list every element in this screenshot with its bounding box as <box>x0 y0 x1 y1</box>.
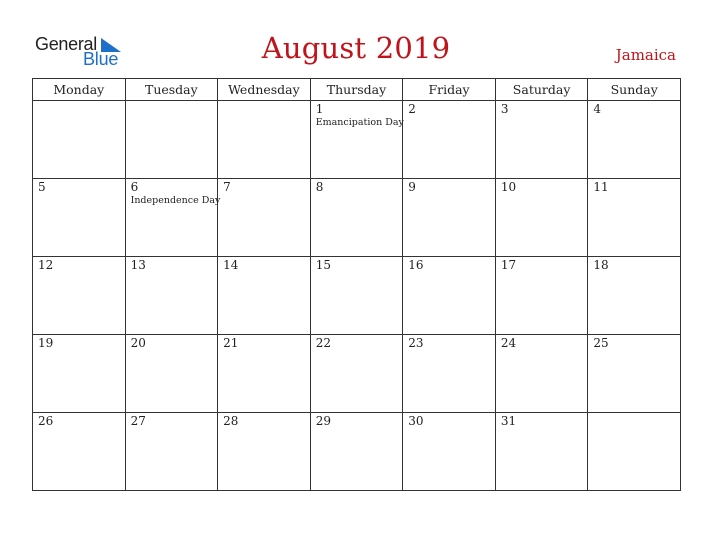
day-cell <box>495 257 588 335</box>
day-number: 18 <box>593 258 609 272</box>
day-number: 2 <box>408 102 416 116</box>
day-number: 27 <box>130 414 146 428</box>
day-number: 12 <box>38 258 54 272</box>
day-cell <box>218 335 311 413</box>
day-number: 6 <box>130 180 139 194</box>
calendar-title: August 2019 <box>261 31 451 65</box>
week-row <box>33 101 681 179</box>
weekday-header: Friday <box>403 79 496 101</box>
day-number: 21 <box>223 336 239 350</box>
day-cell <box>125 335 218 413</box>
day-number: 16 <box>408 258 424 272</box>
day-cell <box>310 101 403 179</box>
logo-word-blue: Blue <box>83 49 119 69</box>
day-cell <box>125 413 218 491</box>
day-cell <box>588 335 681 413</box>
day-number: 4 <box>593 102 602 116</box>
day-cell <box>403 101 496 179</box>
day-number: 14 <box>223 258 239 272</box>
calendar-grid <box>32 78 681 491</box>
week-row <box>33 179 681 257</box>
day-number: 23 <box>408 336 424 350</box>
week-row <box>33 257 681 335</box>
day-cell <box>33 413 126 491</box>
day-cell <box>33 335 126 413</box>
day-cell <box>33 179 126 257</box>
weekday-header: Monday <box>33 79 126 101</box>
weekday-header: Sunday <box>588 79 681 101</box>
weekday-header-row <box>33 79 681 101</box>
day-cell <box>218 101 311 179</box>
day-cell <box>403 413 496 491</box>
day-cell <box>218 257 311 335</box>
holiday-label: Independence Day <box>130 195 221 206</box>
day-cell <box>33 257 126 335</box>
day-cell <box>403 335 496 413</box>
day-number: 19 <box>38 336 54 350</box>
day-number: 30 <box>408 414 424 428</box>
day-number: 9 <box>408 180 416 194</box>
day-cell <box>403 257 496 335</box>
day-cell <box>310 413 403 491</box>
day-number: 29 <box>315 414 331 428</box>
logo-word-general: General <box>35 34 97 54</box>
day-cell <box>218 413 311 491</box>
day-number: 22 <box>315 336 331 350</box>
day-cell <box>495 101 588 179</box>
weekday-header: Saturday <box>495 79 588 101</box>
day-number: 1 <box>315 102 324 116</box>
day-cell <box>588 257 681 335</box>
day-number: 11 <box>593 180 609 194</box>
day-cell <box>588 101 681 179</box>
country-label: Jamaica <box>615 46 676 64</box>
day-number: 3 <box>500 102 509 116</box>
day-cell <box>495 179 588 257</box>
holiday-label: Emancipation Day <box>315 117 404 128</box>
day-number: 28 <box>223 414 239 428</box>
week-row <box>33 335 681 413</box>
weekday-header: Thursday <box>310 79 403 101</box>
day-cell <box>403 179 496 257</box>
day-cell <box>310 257 403 335</box>
day-cell <box>495 413 588 491</box>
day-cell <box>310 179 403 257</box>
day-number: 20 <box>130 336 146 350</box>
day-cell <box>125 257 218 335</box>
day-number: 8 <box>315 180 324 194</box>
day-cell <box>495 335 588 413</box>
day-cell <box>218 179 311 257</box>
day-number: 24 <box>500 336 517 350</box>
weekday-header: Tuesday <box>125 79 218 101</box>
day-cell <box>588 413 681 491</box>
day-number: 17 <box>500 258 517 272</box>
week-row <box>33 413 681 491</box>
day-cell <box>33 101 126 179</box>
day-cell <box>310 335 403 413</box>
weekday-header: Wednesday <box>218 79 311 101</box>
day-cell <box>125 179 221 257</box>
day-number: 31 <box>500 414 517 428</box>
day-number: 5 <box>38 180 46 194</box>
day-number: 26 <box>38 414 54 428</box>
day-number: 7 <box>223 180 231 194</box>
day-cell <box>588 179 681 257</box>
day-number: 10 <box>500 180 517 194</box>
day-number: 13 <box>130 258 146 272</box>
day-number: 25 <box>593 336 609 350</box>
day-number: 15 <box>315 258 331 272</box>
day-cell <box>125 101 218 179</box>
